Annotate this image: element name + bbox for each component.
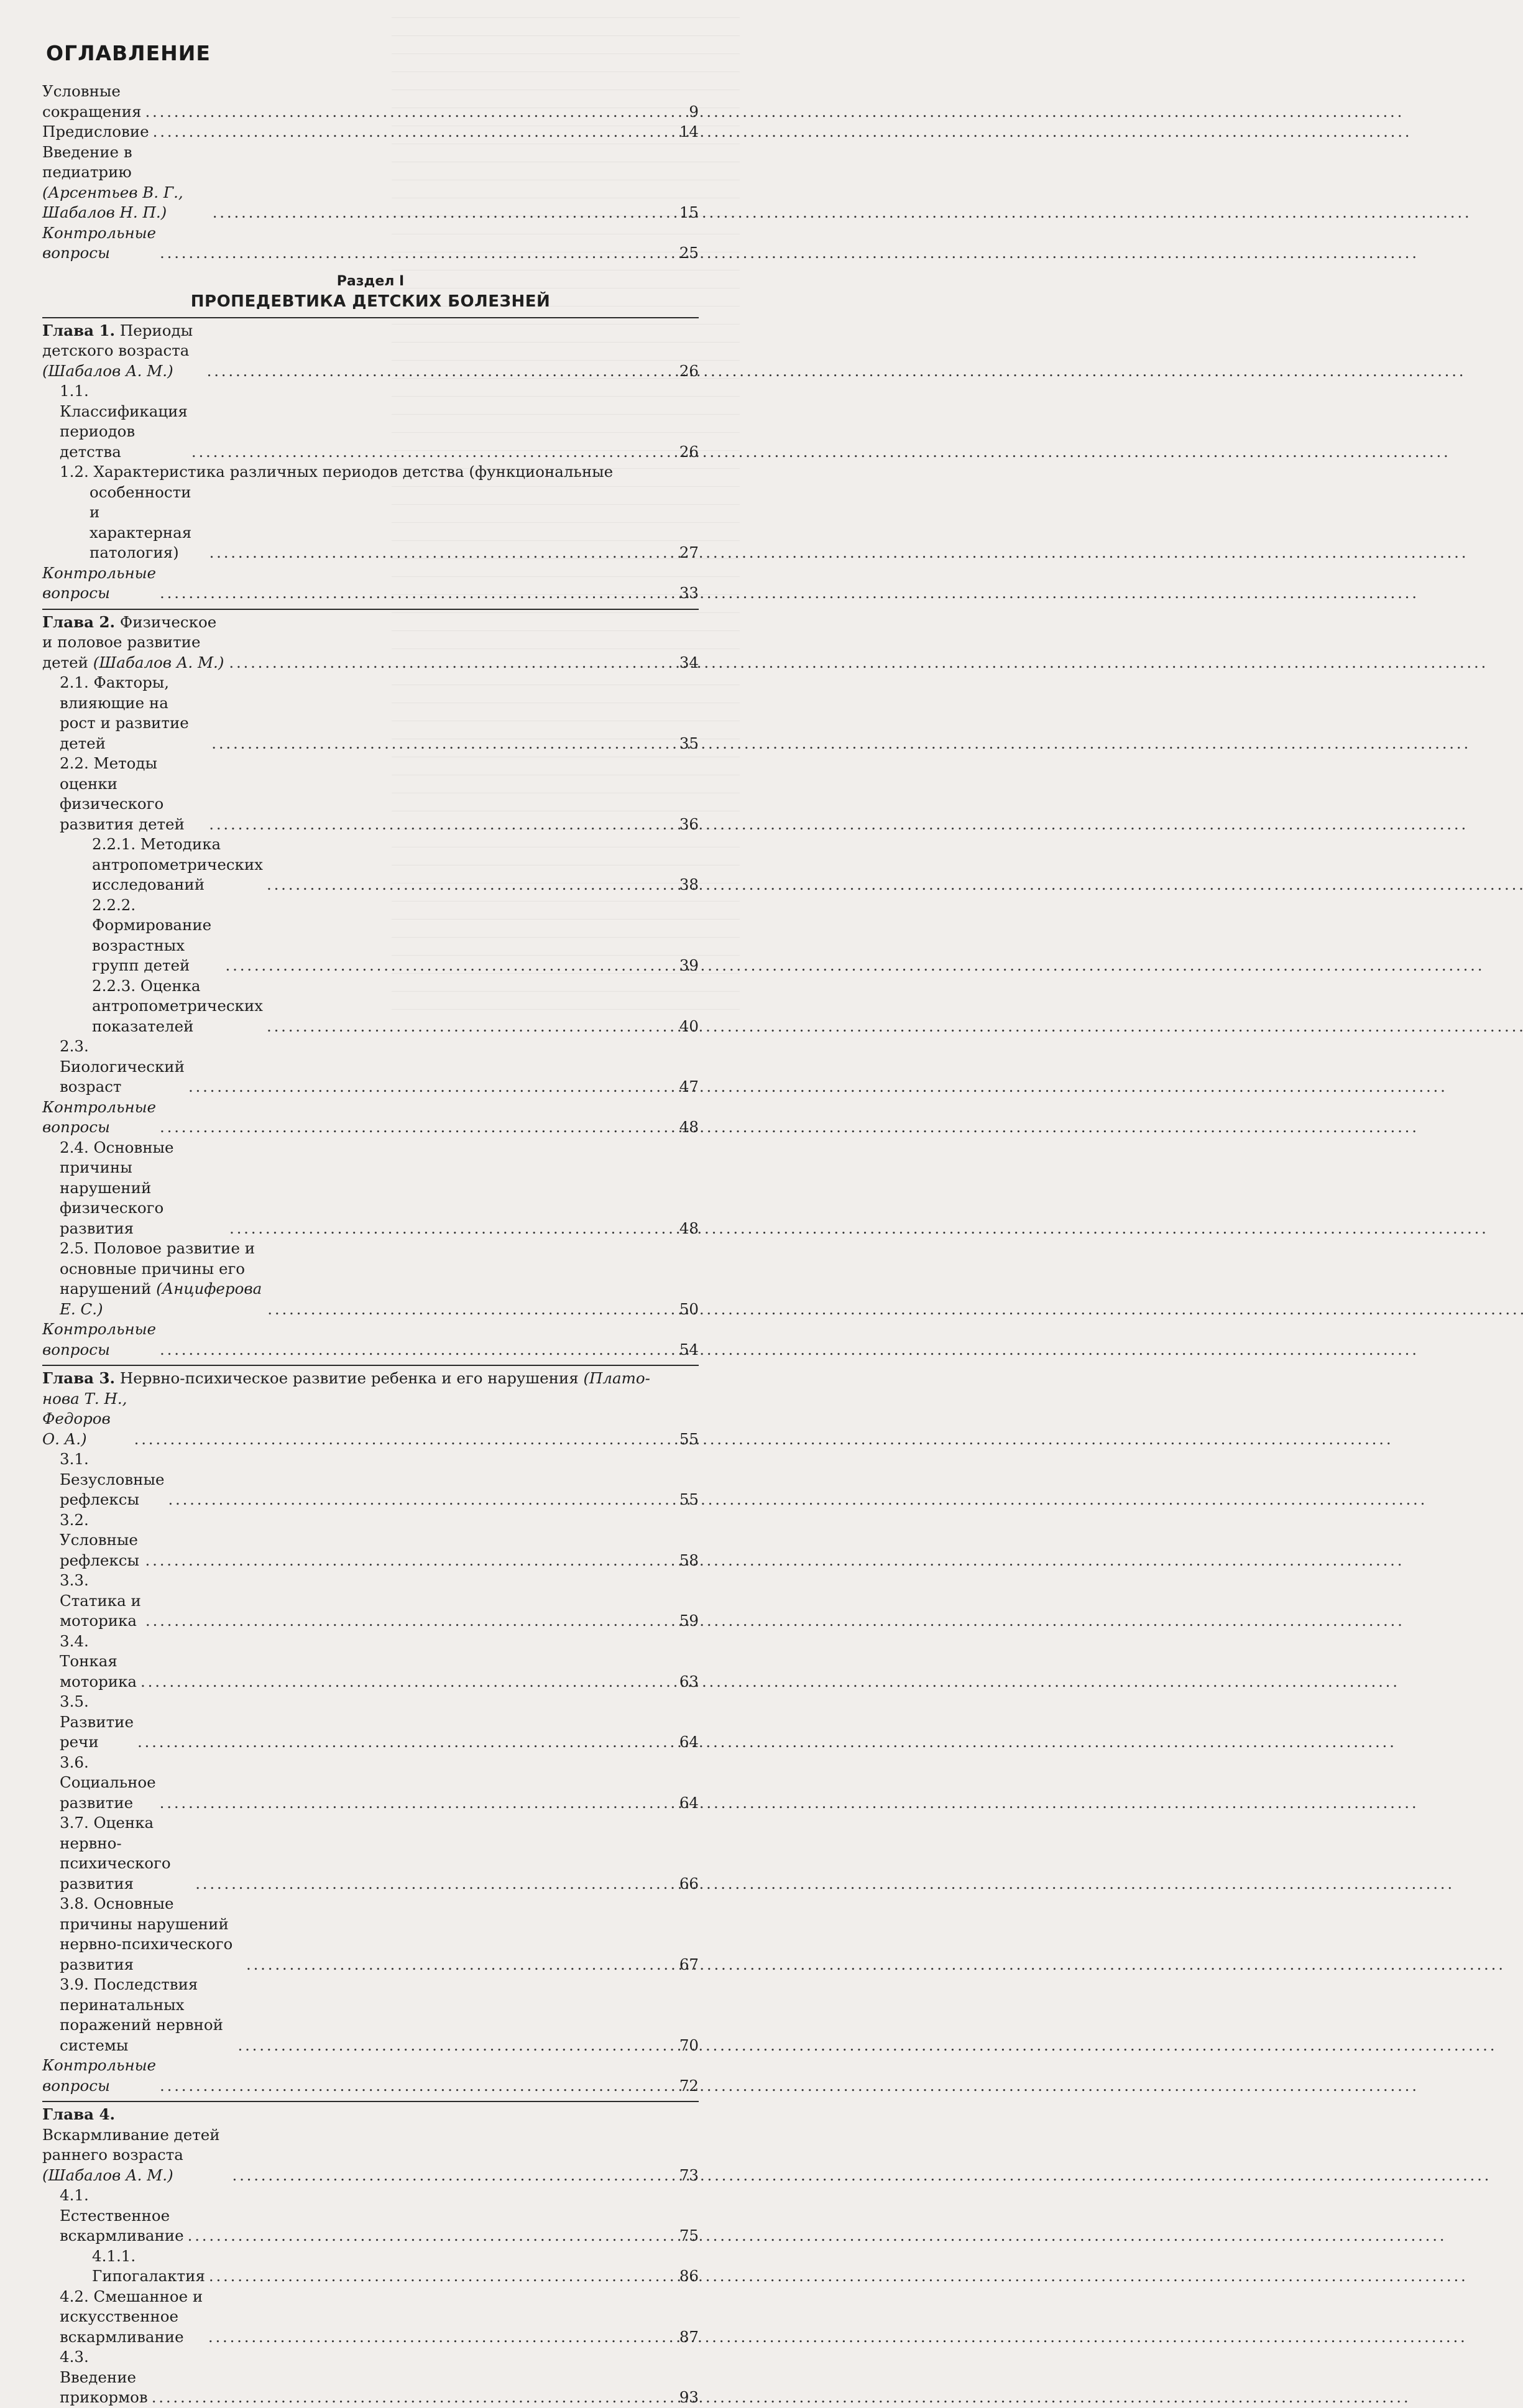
toc-entry-questions[interactable]: Контрольные вопросы . . . 72 bbox=[42, 2055, 699, 2096]
toc-entry[interactable]: 3.4. Тонкая моторика . . . 63 bbox=[42, 1631, 699, 1692]
toc-entry[interactable]: 3.1. Безусловные рефлексы . . . 55 bbox=[42, 1449, 699, 1510]
toc-entry[interactable]: 2.2.1. Методика антропометрических исследований . . . 38 bbox=[42, 834, 699, 895]
toc-entry[interactable]: 4.1.1. Гипогалактия . . . 86 bbox=[42, 2246, 699, 2287]
toc-chapter[interactable]: нова Т. Н., Федоров О. А.) . . . 55 bbox=[42, 1389, 699, 1450]
toc-entry[interactable]: Предисловие . . . 14 bbox=[42, 122, 699, 142]
toc-entry-questions[interactable]: Контрольные вопросы . . . 48 bbox=[42, 1097, 699, 1138]
toc-chapter[interactable]: Глава 4. Вскармливание детей раннего возраста (Шабалов А. М.) . . . 73 bbox=[42, 2105, 699, 2185]
toc-entry[interactable]: 2.2. Методы оценки физического развития детей . . . 36 bbox=[42, 754, 699, 834]
divider bbox=[42, 609, 699, 610]
toc-entry[interactable]: 2.2.2. Формирование возрастных групп детей . . . 39 bbox=[42, 895, 699, 976]
toc-entry[interactable]: 3.8. Основные причины нарушений нервно-психического развития . . . 67 bbox=[42, 1894, 699, 1975]
toc-entry[interactable]: 2.1. Факторы, влияющие на рост и развитие детей . . . 35 bbox=[42, 673, 699, 754]
toc-entry-questions[interactable]: Контрольные вопросы . . . 54 bbox=[42, 1319, 699, 1360]
section-heading: Раздел I ПРОПЕДЕВТИКА ДЕТСКИХ БОЛЕЗНЕЙ bbox=[190, 273, 551, 311]
toc-entry[interactable]: 4.1. Естественное вскармливание . . . 75 bbox=[42, 2185, 699, 2246]
toc-entry[interactable]: 3.2. Условные рефлексы . . . 58 bbox=[42, 1510, 699, 1571]
toc-entry[interactable]: Введение в педиатрию (Арсентьев В. Г., Шабалов Н. П.) . . . 15 bbox=[42, 142, 699, 223]
toc-entry[interactable]: 2.2.3. Оценка антропометрических показателей . . . 40 bbox=[42, 976, 699, 1037]
toc-entry[interactable]: 1.1. Классификация периодов детства . . . 26 bbox=[42, 381, 699, 462]
divider bbox=[42, 317, 699, 318]
toc-entry[interactable]: 3.6. Социальное развитие . . . 64 bbox=[42, 1753, 699, 1814]
toc-entry[interactable]: 4.3. Введение прикормов . . . 93 bbox=[42, 2347, 699, 2408]
toc-chapter[interactable]: Глава 1. Периоды детского возраста (Шабалов А. М.) . . . 26 bbox=[42, 321, 699, 382]
toc-entry[interactable]: 2.4. Основные причины нарушений физического развития . . . 48 bbox=[42, 1138, 699, 1239]
toc-entry-questions[interactable]: Контрольные вопросы . . . 33 bbox=[42, 563, 699, 604]
divider bbox=[42, 1365, 699, 1366]
toc-entry-questions[interactable]: Контрольные вопросы . . . 25 bbox=[42, 223, 699, 264]
toc-entry[interactable]: особенности и характерная патология) . . . 27 bbox=[42, 482, 699, 563]
toc-entry[interactable]: 2.3. Биологический возраст . . . 47 bbox=[42, 1036, 699, 1097]
toc-entry-line: 1.2. Характеристика различных периодов детства (функциональные bbox=[60, 463, 614, 481]
toc-entry[interactable]: Условные сокращения . . . 9 bbox=[42, 81, 699, 122]
divider bbox=[42, 2101, 699, 2102]
toc-page bbox=[42, 41, 699, 2408]
toc-entry[interactable]: 3.3. Статика и моторика . . . 59 bbox=[42, 1571, 699, 1631]
toc-entry[interactable]: 2.5. Половое развитие и основные причины его нарушений (Анциферова Е. С.) . . . 50 bbox=[42, 1239, 699, 1319]
toc-entry[interactable]: 4.2. Смешанное и искусственное вскармливание . . . 87 bbox=[42, 2287, 699, 2348]
toc-chapter[interactable]: Глава 2. Физическое и половое развитие детей (Шабалов А. М.) . . . 34 bbox=[42, 612, 699, 673]
toc-entry[interactable]: 3.5. Развитие речи . . . 64 bbox=[42, 1692, 699, 1753]
toc-entry[interactable]: 3.7. Оценка нервно-психического развития . . . 66 bbox=[42, 1813, 699, 1894]
toc-entry[interactable]: 3.9. Последствия перинатальных поражений нервной системы . . . 70 bbox=[42, 1975, 699, 2055]
page-title: ОГЛАВЛЕНИЕ bbox=[46, 41, 211, 65]
toc-chapter-line: Глава 3. Нервно-психическое развитие ребенка и его нарушения (Плато- bbox=[42, 1369, 650, 1387]
